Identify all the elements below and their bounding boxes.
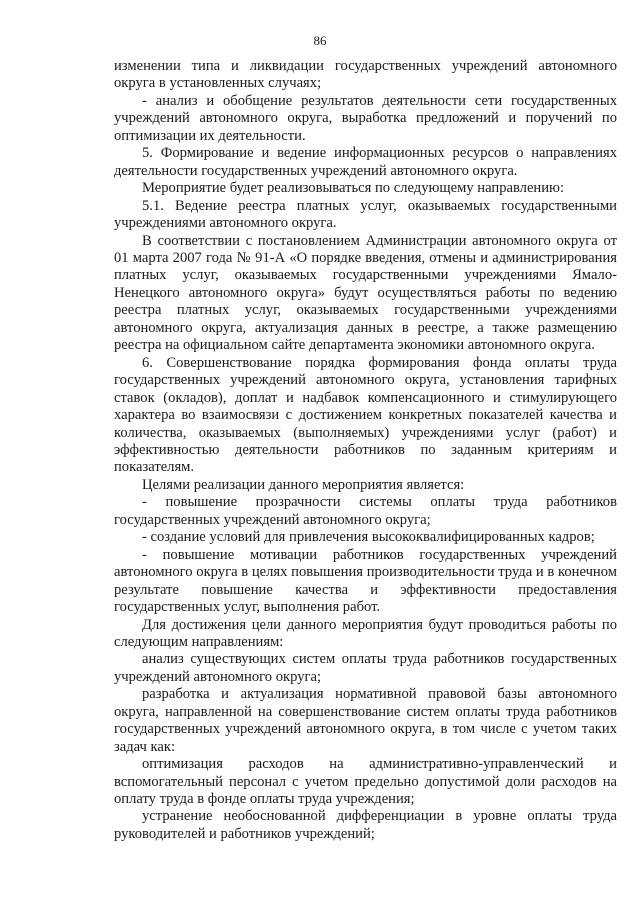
paragraph: изменении типа и ликвидации государственных учреждений автономного округа в установленных случаях; [114,58,617,92]
paragraph: - создание условий для привлечения высококвалифицированных кадров; [142,529,595,546]
paragraph: Целями реализации данного мероприятия является: [142,476,465,493]
document-body [114,58,617,843]
paragraph: разработка и актуализация нормативной правовой базы автономного округа, направленной на совершенствование систем оплаты труда работников государственных учреждений автономного округа, в том числе с учетом таких задач как: [114,686,617,755]
paragraph: - анализ и обобщение результатов деятельности сети государственных учреждений автономного округа, выработка предложений и поручений по оптимизации их деятельности. [114,92,617,144]
paragraph: 6. Совершенствование порядка формирования фонда оплаты труда государственных учреждений автономного округа, установления тарифных ставок (окладов), доплат и надбавок компенсационного и стимулирующего характера во взаимосвязи с достижением конкретных показателей качества и количества, оказываемых (выполняемых) учреждениями услуг (работ) и эффективностью деятельности работников по заданным критериям и показателям. [114,354,617,476]
paragraph: - повышение прозрачности системы оплаты труда работников государственных учреждений автономного округа; [114,494,617,528]
page-number: 86 [313,33,327,48]
paragraph: В соответствии с постановлением Администрации автономного округа от 01 марта 2007 года № 91-А «О порядке введения, отмены и администрирования платных услуг, оказываемых государственными учреждениями Ямало-Ненецкого автономного округа» будут осуществляться работы по ведению реестра платных услуг, оказываемых государственными учреждениями автономного округа, актуализация данных в реестре, а также размещению реестра на официальном сайте департамента экономики автономного округа. [114,232,617,354]
paragraph: - повышение мотивации работников государственных учреждений автономного округа в целях повышения производительности труда и в конечном результате повышение качества и эффективности предоставления государственных услуг, выполнения работ. [114,546,617,616]
paragraph: Мероприятие будет реализовываться по следующему направлению: [142,180,564,197]
paragraph: оптимизация расходов на административно-управленческий и вспомогательный персонал с учетом предельно допустимой доли расходов на оплату труда в фонде оплаты труда учреждения; [114,756,617,808]
paragraph: анализ существующих систем оплаты труда работников государственных учреждений автономного округа; [114,651,617,685]
paragraph: Для достижения цели данного мероприятия будут проводиться работы по следующим направлениям: [114,616,617,650]
paragraph: 5.1. Ведение реестра платных услуг, оказываемых государственными учреждениями автономного округа. [114,197,617,232]
paragraph: устранение необоснованной дифференциации в уровне оплаты труда руководителей и работников учреждений; [114,808,617,842]
paragraph: 5. Формирование и ведение информационных ресурсов о направлениях деятельности государственных учреждений автономного округа. [114,145,617,179]
